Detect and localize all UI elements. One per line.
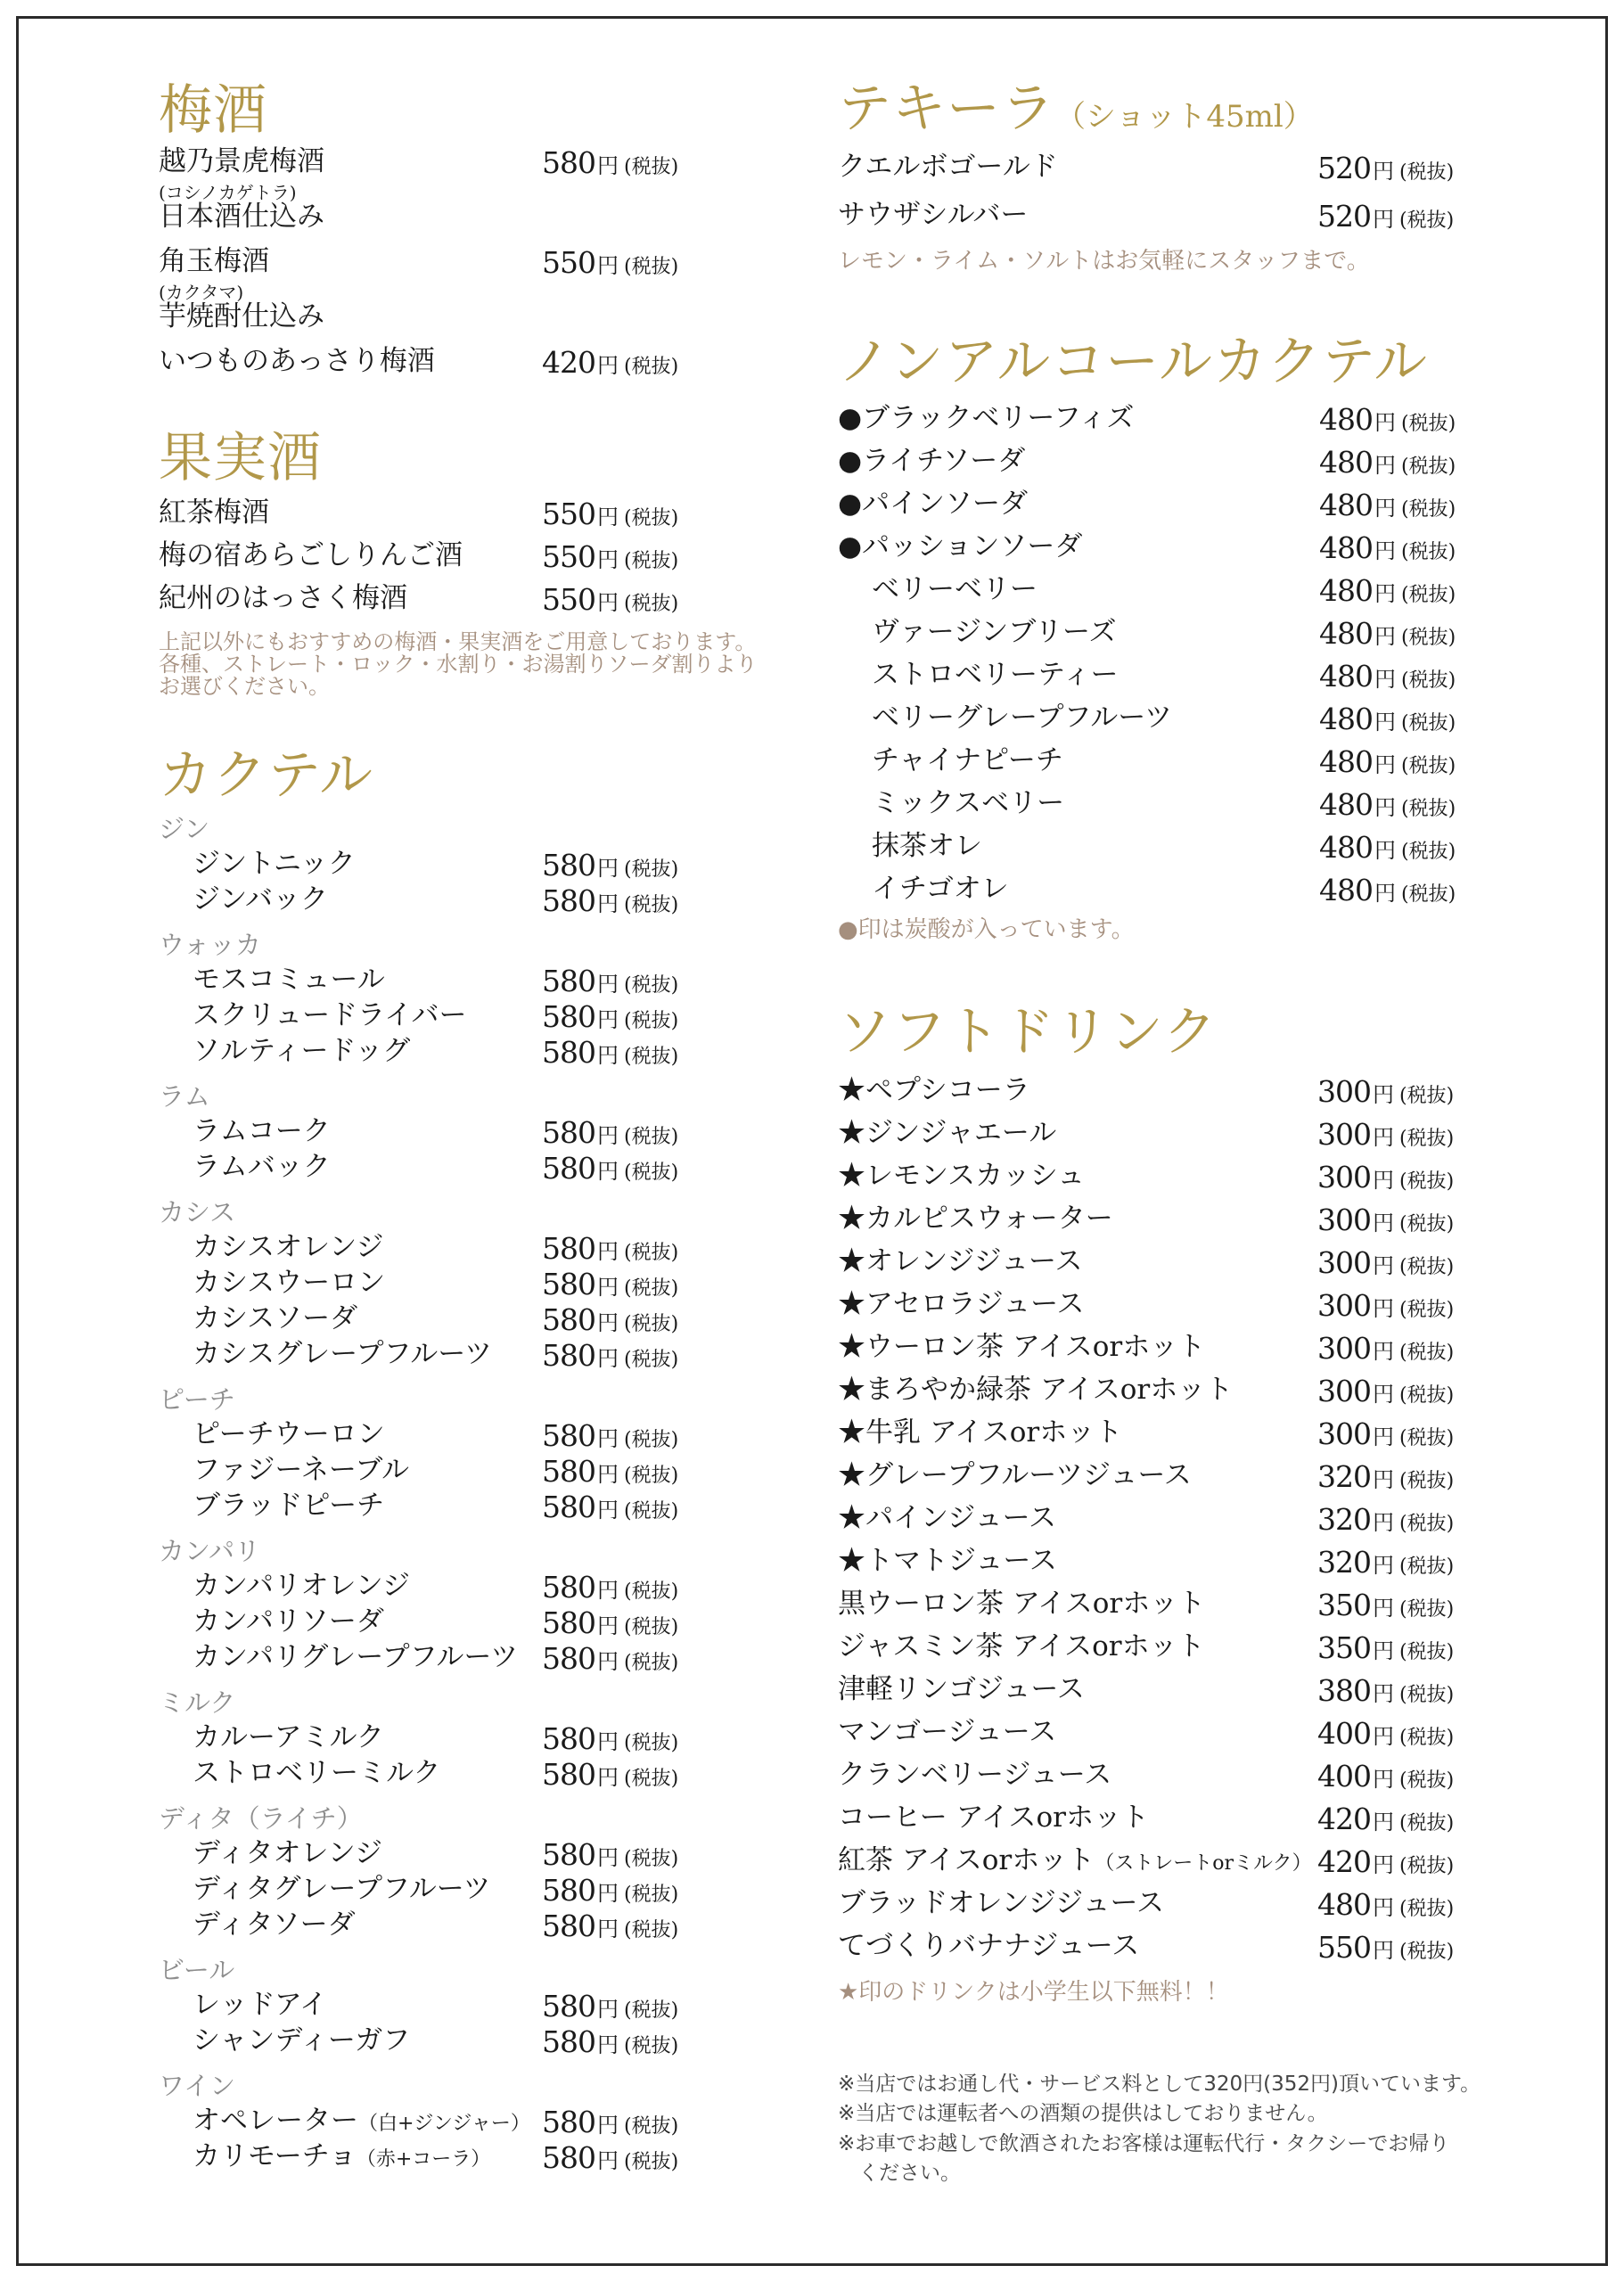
- item-name: ジャスミン茶 アイスorホット: [838, 1630, 1205, 1662]
- item-name: カンパリオレンジ: [193, 1570, 410, 1602]
- item-price: 580円 (税抜): [542, 964, 679, 998]
- item-name: コーヒー アイスorホット: [838, 1802, 1149, 1834]
- footnote-line: ※当店では運転者への酒類の提供はしておりません。: [838, 2102, 1328, 2126]
- item-name: カンパリグレープフルーツ: [193, 1641, 519, 1673]
- item-name: 抹茶オレ: [872, 830, 982, 862]
- item-price: 480円 (税抜): [1319, 530, 1456, 565]
- tequila-note: レモン・ライム・ソルトはお気軽にスタッフまで。: [838, 248, 1370, 275]
- item-price: 580円 (税抜): [542, 1338, 679, 1373]
- item-price: 480円 (税抜): [1319, 445, 1456, 480]
- item-name: ストロベリーミルク: [193, 1757, 441, 1789]
- item-price: 480円 (税抜): [1319, 702, 1456, 736]
- item-price: 580円 (税抜): [542, 1641, 679, 1676]
- category-label: ワイン: [159, 2071, 236, 2101]
- item-name: カンパリソーダ: [193, 1605, 384, 1638]
- item-note: （白+ジンジャー）: [358, 2113, 530, 2135]
- item-name: ジンバック: [193, 883, 329, 915]
- item-name: カシスグレープフルーツ: [193, 1338, 493, 1370]
- item-price: 580円 (税抜): [542, 1757, 679, 1792]
- item-price: 580円 (税抜): [542, 848, 679, 882]
- section-tequila: [838, 78, 1471, 140]
- item-price: 420円 (税抜): [1317, 1844, 1455, 1879]
- softdrink-note: ★印のドリンクは小学生以下無料！！: [838, 1979, 1229, 2006]
- section-title: テキーラ（ショット45ml）: [838, 78, 1314, 140]
- item-price: 580円 (税抜): [542, 1837, 679, 1872]
- item-name: ベリーベリー: [872, 573, 1038, 605]
- item-name: ヴァージンブリーズ: [872, 616, 1117, 648]
- item-name: ★グレープフルーツジュース: [838, 1459, 1192, 1491]
- item-price: 300円 (税抜): [1317, 1117, 1455, 1152]
- section-title: ノンアルコールカクテル: [838, 331, 1428, 393]
- item-name: ディタグレープフルーツ: [193, 1873, 491, 1905]
- item-price: 580円 (税抜): [542, 1570, 679, 1605]
- item-price: 580円 (税抜): [542, 1490, 679, 1524]
- item-name: ラムコーク: [193, 1115, 331, 1147]
- item-price: 300円 (税抜): [1317, 1374, 1455, 1408]
- category-label: ディタ（ライチ）: [159, 1803, 363, 1834]
- item-name: マンゴージュース: [838, 1716, 1057, 1748]
- category-label: ジン: [159, 814, 210, 844]
- item-price: 580円 (税抜): [542, 1721, 679, 1756]
- item-name: シャンディーガフ: [193, 2024, 411, 2056]
- item-name: ★アセロラジュース: [838, 1288, 1085, 1320]
- section-title: 梅酒: [159, 79, 267, 142]
- item-price: 300円 (税抜): [1317, 1416, 1455, 1451]
- category-label: カンパリ: [159, 1536, 260, 1566]
- item-name: ピーチウーロン: [193, 1418, 385, 1450]
- category-label: ビール: [159, 1955, 235, 1985]
- item-name: 紅茶 アイスorホット（ストレートorミルク）: [838, 1844, 1312, 1876]
- umeshu-item: 越乃景虎梅酒 580円 (税抜) (コシノカゲトラ) 日本酒仕込み: [159, 145, 679, 233]
- item-price: 580円 (税抜): [542, 2140, 679, 2175]
- item-name: ●ブラックベリーフィズ: [838, 402, 1135, 434]
- footnote-line: ください。: [838, 2162, 961, 2186]
- item-price: 550円 (税抜): [542, 245, 679, 280]
- item-note: （赤+コーラ）: [356, 2148, 491, 2171]
- kajitsushu-note: 上記以外にもおすすめの梅酒・果実酒をご用意しております。 各種、ストレート・ロック・水割り・お湯割りソーダ割りより お選びください。: [159, 629, 758, 700]
- item-price: 380円 (税抜): [1317, 1673, 1455, 1708]
- section-cocktail: [159, 744, 711, 807]
- item-price: 580円 (税抜): [542, 2024, 679, 2059]
- item-name: ★ウーロン茶 アイスorホット: [838, 1331, 1206, 1363]
- item-reading: (カクタマ): [159, 282, 244, 303]
- item-note: （ストレートorミルク）: [1095, 1852, 1312, 1875]
- section-title: ソフトドリンク: [838, 1001, 1218, 1063]
- item-name: ディタソーダ: [193, 1909, 356, 1941]
- item-name: ディタオレンジ: [193, 1837, 382, 1869]
- item-name: ★ペプシコーラ: [838, 1074, 1030, 1106]
- item-price: 580円 (税抜): [542, 1909, 679, 1943]
- section-title: 果実酒: [159, 427, 322, 489]
- item-price: 300円 (税抜): [1317, 1288, 1455, 1323]
- section-nonalcohol: [838, 331, 1471, 393]
- item-name: カシスウーロン: [193, 1267, 386, 1299]
- item-name: ★トマトジュース: [838, 1545, 1057, 1577]
- item-price: 550円 (税抜): [1317, 1930, 1455, 1965]
- item-reading: (コシノカゲトラ): [159, 182, 297, 203]
- item-name: レッドアイ: [193, 1989, 327, 2021]
- category-label: カシス: [159, 1197, 236, 1227]
- item-price: 480円 (税抜): [1319, 830, 1456, 865]
- item-price: 420円 (税抜): [542, 345, 679, 380]
- item-price: 580円 (税抜): [542, 1605, 679, 1640]
- item-name: ストロベリーティー: [872, 659, 1119, 691]
- item-name: クランベリージュース: [838, 1759, 1112, 1791]
- item-name: 越乃景虎梅酒: [159, 145, 324, 177]
- item-name: ●パインソーダ: [838, 488, 1029, 520]
- item-price: 300円 (税抜): [1317, 1074, 1455, 1109]
- item-price: 480円 (税抜): [1317, 1887, 1455, 1922]
- item-name: 角玉梅酒: [159, 245, 269, 277]
- item-price: 580円 (税抜): [542, 1454, 679, 1489]
- item-name: ★牛乳 アイスorホット: [838, 1416, 1123, 1449]
- item-name: ★レモンスカッシュ: [838, 1160, 1086, 1192]
- item-price: 480円 (税抜): [1319, 659, 1456, 694]
- item-price: 300円 (税抜): [1317, 1331, 1455, 1366]
- item-price: 480円 (税抜): [1319, 402, 1456, 437]
- item-name: カリモーチョ（赤+コーラ）: [193, 2140, 491, 2172]
- item-price: 320円 (税抜): [1317, 1502, 1455, 1537]
- item-name: ★まろやか緑茶 アイスorホット: [838, 1374, 1234, 1406]
- section-kajitsushu: [159, 427, 711, 489]
- item-price: 480円 (税抜): [1319, 573, 1456, 608]
- item-price: 420円 (税抜): [1317, 1802, 1455, 1836]
- item-price: 580円 (税抜): [542, 2105, 679, 2139]
- category-label: ウォッカ: [159, 930, 261, 960]
- item-name: ブラッドオレンジジュース: [838, 1887, 1164, 1919]
- item-price: 300円 (税抜): [1317, 1245, 1455, 1280]
- item-name: ★パインジュース: [838, 1502, 1057, 1534]
- item-price: 580円 (税抜): [542, 1302, 679, 1337]
- item-price: 580円 (税抜): [542, 1035, 679, 1070]
- nonalcohol-note: ●印は炭酸が入っています。: [838, 916, 1135, 943]
- item-name: ジントニック: [193, 848, 356, 880]
- item-name: イチゴオレ: [872, 873, 1009, 905]
- footnote-line: ※当店ではお通し代・サービス料として320円(352円)頂いています。: [838, 2073, 1481, 2096]
- item-name: 津軽リンゴジュース: [838, 1673, 1085, 1705]
- item-name: ミックスベリー: [872, 787, 1065, 819]
- item-price: 300円 (税抜): [1317, 1203, 1455, 1237]
- category-label: ピーチ: [159, 1384, 235, 1415]
- item-price: 580円 (税抜): [542, 1267, 679, 1301]
- footnotes: [838, 2070, 1480, 2188]
- item-name: カシスオレンジ: [193, 1231, 384, 1263]
- item-price: 580円 (税抜): [542, 145, 679, 180]
- item-price: 580円 (税抜): [542, 1231, 679, 1266]
- item-name: ★カルピスウォーター: [838, 1203, 1113, 1235]
- item-price: 350円 (税抜): [1317, 1588, 1455, 1622]
- item-price: 480円 (税抜): [1319, 744, 1456, 779]
- umeshu-item: 角玉梅酒 550円 (税抜) (カクタマ) 芋焼酎仕込み: [159, 245, 679, 332]
- item-price: 580円 (税抜): [542, 1873, 679, 1908]
- item-name: ベリーグレープフルーツ: [872, 702, 1172, 734]
- item-name: ●パッションソーダ: [838, 530, 1083, 562]
- item-price: 350円 (税抜): [1317, 1630, 1455, 1665]
- item-name: てづくりバナナジュース: [838, 1930, 1140, 1962]
- item-price: 300円 (税抜): [1317, 1160, 1455, 1194]
- footnote-line: ※お車でお越しで飲酒されたお客様は運転代行・タクシーでお帰り: [838, 2131, 1450, 2155]
- item-price: 580円 (税抜): [542, 1151, 679, 1186]
- item-price: 400円 (税抜): [1317, 1716, 1455, 1751]
- category-label: ラム: [159, 1081, 210, 1112]
- item-name: カシスソーダ: [193, 1302, 358, 1334]
- item-price: 480円 (税抜): [1319, 488, 1456, 522]
- item-price: 580円 (税抜): [542, 1418, 679, 1453]
- item-name: 黒ウーロン茶 アイスorホット: [838, 1588, 1206, 1620]
- item-name: ブラッドピーチ: [193, 1490, 385, 1522]
- item-price: 320円 (税抜): [1317, 1459, 1455, 1494]
- item-price: 580円 (税抜): [542, 1989, 679, 2023]
- item-name: スクリュードライバー: [193, 999, 467, 1031]
- item-name: ソルティードッグ: [193, 1035, 411, 1067]
- item-name: チャイナピーチ: [872, 744, 1063, 776]
- item-price: 480円 (税抜): [1319, 616, 1456, 651]
- item-price: 480円 (税抜): [1319, 787, 1456, 822]
- section-subtitle: （ショット45ml）: [1055, 99, 1314, 135]
- item-name: ●ライチソーダ: [838, 445, 1026, 477]
- item-name: モスコミュール: [193, 964, 385, 996]
- item-name: カルーアミルク: [193, 1721, 384, 1753]
- section-umeshu: [159, 79, 711, 142]
- category-label: ミルク: [159, 1687, 236, 1718]
- item-name: オペレーター（白+ジンジャー）: [193, 2105, 530, 2137]
- item-name: ★ジンジャエール: [838, 1117, 1057, 1149]
- item-price: 480円 (税抜): [1319, 873, 1456, 907]
- section-softdrink: [838, 1001, 1471, 1063]
- item-price: 320円 (税抜): [1317, 1545, 1455, 1580]
- item-price: 580円 (税抜): [542, 1115, 679, 1150]
- item-name: ファジーネーブル: [193, 1454, 410, 1486]
- item-price: 400円 (税抜): [1317, 1759, 1455, 1794]
- item-price: 580円 (税抜): [542, 883, 679, 918]
- item-name: いつものあっさり梅酒: [159, 345, 435, 377]
- item-name: ラムバック: [193, 1151, 331, 1183]
- section-title: カクテル: [159, 744, 373, 807]
- item-name: ★オレンジジュース: [838, 1245, 1083, 1277]
- item-price: 580円 (税抜): [542, 999, 679, 1034]
